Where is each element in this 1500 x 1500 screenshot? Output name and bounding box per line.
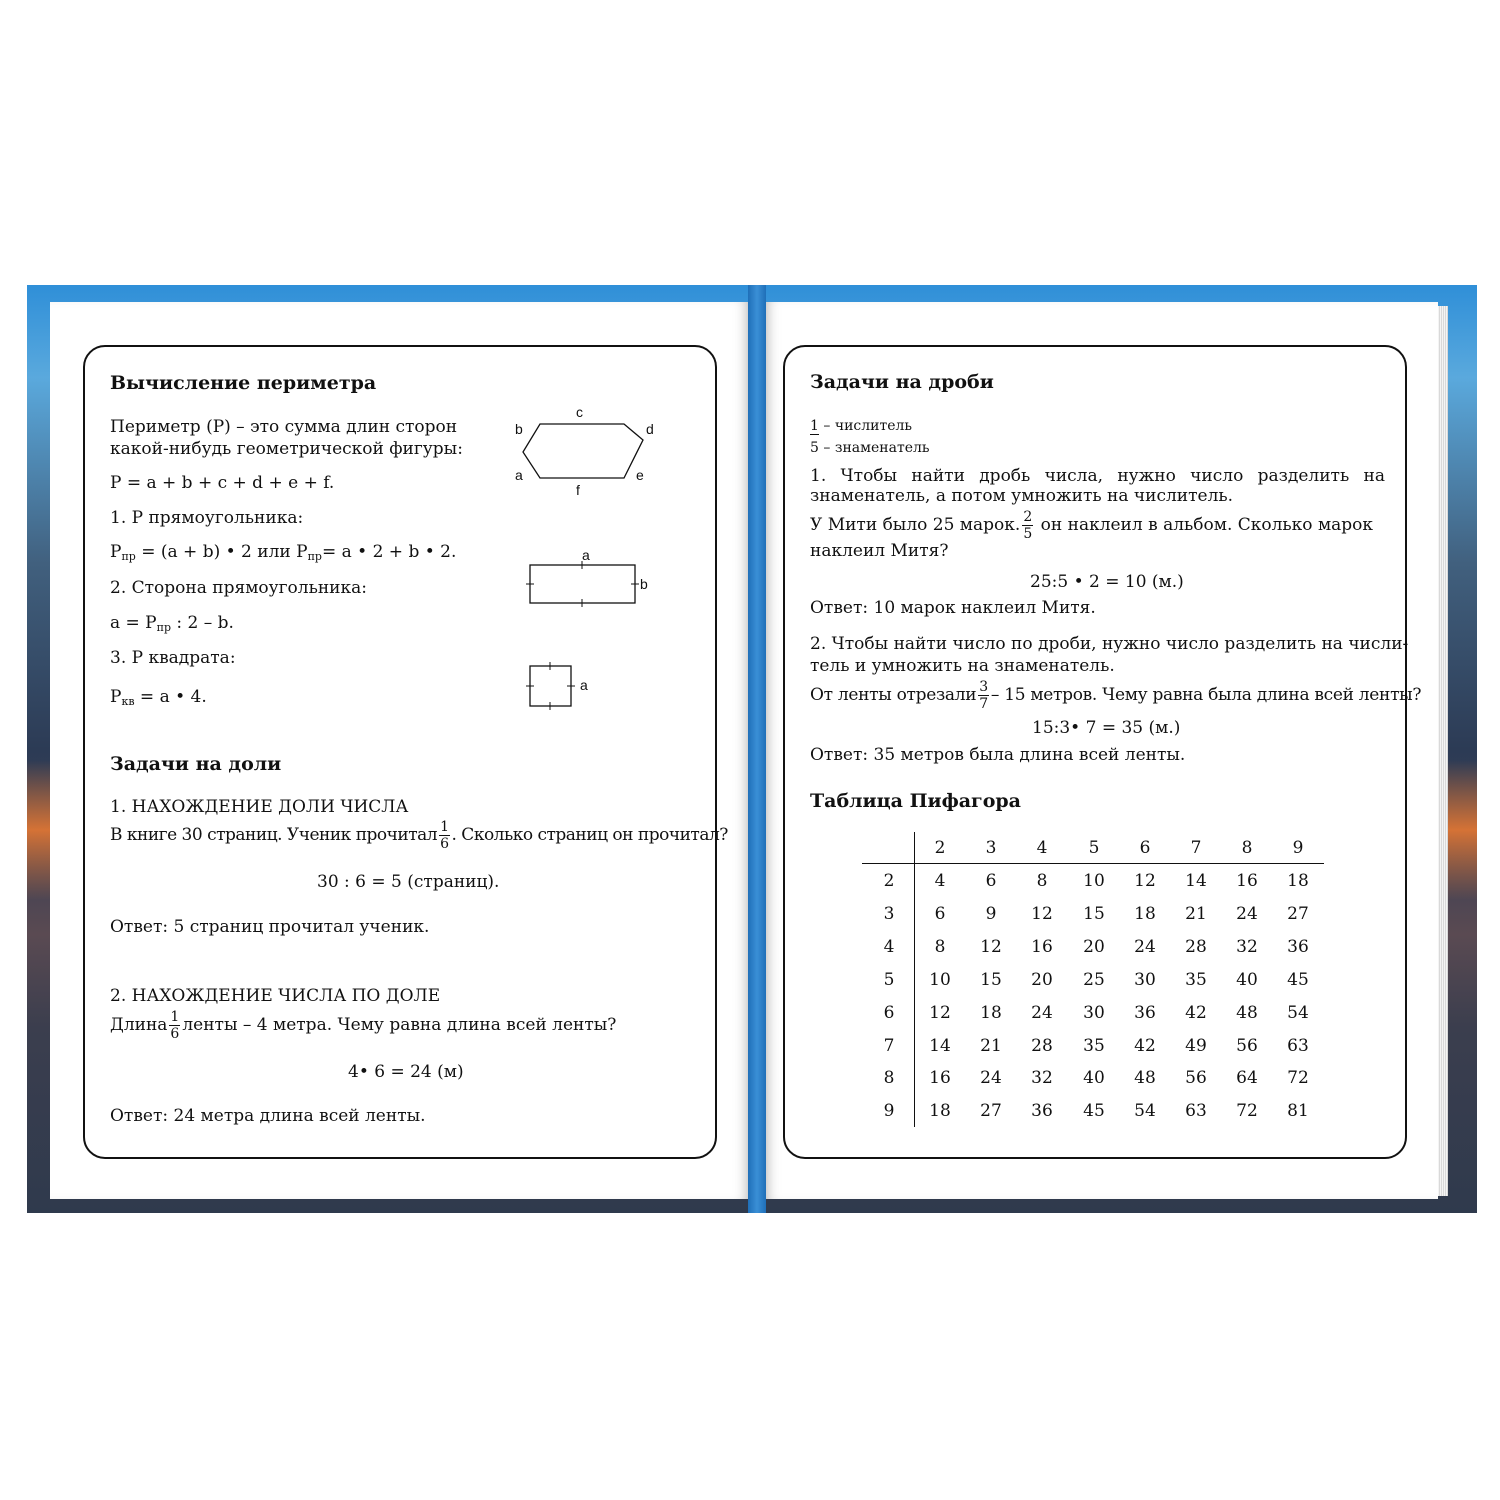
fraction-task2-solution: 15:3• 7 = 35 (м.) (1032, 718, 1181, 738)
fraction-task1-solution: 25:5 • 2 = 10 (м.) (1030, 572, 1184, 592)
pythagoras-cell: 10 (1083, 871, 1105, 891)
hexagon-label-e: e (636, 467, 644, 483)
pythagoras-cell: 72 (1236, 1101, 1258, 1122)
pythagoras-cell: 6 (934, 903, 946, 924)
fraction-task2-answer: Ответ: 35 метров была длина всей ленты. (810, 745, 1186, 765)
fraction-rule-1: 1. Чтобы найти дробь числа, нужно число разделить на знаменатель, а потом умножить на числитель. (810, 466, 1385, 507)
pythagoras-cell: 24 (1134, 936, 1156, 957)
pythagoras-header-cell: 6 (1139, 838, 1151, 858)
pythagoras-cell: 30 (1134, 969, 1156, 990)
pythagoras-cell: 45 (1083, 1101, 1105, 1122)
pythagoras-cell: 28 (1185, 936, 1207, 957)
pythagoras-header-cell: 4 (1036, 838, 1048, 858)
pythagoras-title: Таблица Пифагора (810, 790, 1021, 812)
pythagoras-header-cell: 8 (1241, 838, 1253, 858)
pythagoras-cell: 6 (985, 871, 997, 891)
fractions-title: Задачи на дроби (810, 371, 994, 393)
pythagoras-row-head: 8 (883, 1068, 895, 1089)
pythagoras-cell: 35 (1185, 969, 1207, 990)
pythagoras-cell: 30 (1083, 1002, 1105, 1023)
pythagoras-cell: 27 (980, 1101, 1002, 1122)
pythagoras-cell: 32 (1031, 1068, 1053, 1089)
pythagoras-cell: 12 (929, 1002, 951, 1023)
pythagoras-cell: 16 (1236, 871, 1258, 891)
rectangle-label-a: a (582, 547, 590, 563)
shares-task2-text: Длина $\frac{1}{6}$ ленты – 4 метра. Чему равна длина всей ленты? (110, 1009, 617, 1042)
pythagoras-cell: 10 (929, 969, 951, 990)
pythagoras-cell: 36 (1287, 936, 1309, 957)
pythagoras-cell: 24 (1236, 903, 1258, 924)
pythagoras-row-head: 6 (883, 1002, 895, 1023)
pythagoras-cell: 16 (929, 1068, 951, 1089)
fraction-task-2: От ленты отрезали $\frac{3}{7}$ – 15 метров. Чему равна была длина всей ленты? (810, 679, 1422, 712)
pythagoras-cell: 32 (1236, 936, 1258, 957)
numerator-legend: 1 – числитель (810, 418, 913, 434)
rectangle-label-b: b (640, 576, 648, 592)
pythagoras-cell: 24 (980, 1068, 1002, 1089)
pythagoras-header-cell: 2 (934, 838, 946, 858)
pythagoras-column-rule (914, 832, 915, 1127)
shares-task1-text: В книге 30 страниц. Ученик прочитал $\frac{1}{6}$ . Сколько страниц он прочитал? (110, 819, 728, 852)
rect-perimeter-formula: $P_{пр} = (a + b)$ • 2 или $P_{пр}= a$ • 2 + b • 2. (110, 542, 457, 563)
fraction-one-sixth: $\frac{1}{6}$ (440, 819, 449, 852)
shares-task1-title: 1. НАХОЖДЕНИЕ ДОЛИ ЧИСЛА (110, 797, 409, 817)
pythagoras-cell: 18 (980, 1002, 1002, 1023)
pythagoras-cell: 64 (1236, 1068, 1258, 1089)
pythagoras-cell: 45 (1287, 969, 1309, 990)
hexagon-label-c: c (576, 404, 583, 420)
page-edge (1438, 306, 1448, 1196)
pythagoras-cell: 15 (1083, 903, 1105, 924)
perimeter-definition-line1: Периметр (P) – это сумма длин сторон (110, 417, 458, 437)
pythagoras-row-head: 4 (883, 936, 895, 957)
shares-task2-title: 2. НАХОЖДЕНИЕ ЧИСЛА ПО ДОЛЕ (110, 986, 441, 1006)
pythagoras-cell: 81 (1287, 1101, 1309, 1122)
pythagoras-cell: 24 (1031, 1002, 1053, 1023)
pythagoras-cell: 12 (980, 936, 1002, 957)
pythagoras-header-rule (862, 863, 1324, 864)
book-spine (748, 285, 766, 1213)
cover-glow-right (1447, 760, 1477, 900)
pythagoras-cell: 56 (1236, 1035, 1258, 1056)
pythagoras-cell: 14 (929, 1035, 951, 1056)
pythagoras-cell: 4 (934, 871, 946, 891)
pythagoras-cell: 18 (1134, 903, 1156, 924)
fraction-rule-2-line1: 2. Чтобы найти число по дроби, нужно число разделить на числи- (810, 634, 1409, 654)
pythagoras-cell: 40 (1236, 969, 1258, 990)
pythagoras-cell: 28 (1031, 1035, 1053, 1056)
rect-side-formula: $a = P_{пр}$ : 2 – b. (110, 613, 234, 634)
shares-title: Задачи на доли (110, 753, 282, 775)
hexagon-diagram (500, 400, 670, 500)
pythagoras-cell: 36 (1031, 1101, 1053, 1122)
square-perimeter-heading: 3. P квадрата: (110, 648, 236, 668)
pythagoras-row-head: 3 (883, 903, 895, 924)
square-label-a: a (580, 677, 588, 693)
pythagoras-cell: 16 (1031, 936, 1053, 957)
pythagoras-cell: 63 (1185, 1101, 1207, 1122)
pythagoras-cell: 18 (1287, 871, 1309, 891)
pythagoras-cell: 63 (1287, 1035, 1309, 1056)
square-diagram (522, 660, 582, 712)
pythagoras-cell: 21 (1185, 903, 1207, 924)
hexagon-label-f: f (576, 482, 580, 498)
pythagoras-cell: 40 (1083, 1068, 1105, 1089)
shares-task2-solution: 4• 6 = 24 (м) (348, 1062, 464, 1082)
pythagoras-header-cell: 9 (1292, 838, 1304, 858)
square-perimeter-formula: $P_{кв} = a$ • 4. (110, 687, 207, 708)
fraction-two-fifths: $\frac{2}{5}$ (1023, 509, 1033, 542)
pythagoras-cell: 54 (1287, 1002, 1309, 1023)
rectangle-diagram (520, 560, 650, 610)
perimeter-formula: P = a + b + c + d + e + f. (110, 473, 335, 493)
pythagoras-cell: 42 (1185, 1002, 1207, 1023)
fraction-rule-2-line2: тель и умножить на знаменатель. (810, 656, 1115, 676)
pythagoras-cell: 12 (1134, 871, 1156, 891)
pythagoras-cell: 9 (985, 903, 997, 924)
pythagoras-cell: 36 (1134, 1002, 1156, 1023)
fraction-three-sevenths: $\frac{3}{7}$ (979, 679, 988, 712)
fraction-task1-answer: Ответ: 10 марок наклеил Митя. (810, 598, 1096, 618)
pythagoras-cell: 18 (929, 1101, 951, 1122)
pythagoras-cell: 35 (1083, 1035, 1105, 1056)
pythagoras-row-head: 7 (883, 1035, 895, 1056)
pythagoras-cell: 8 (1036, 871, 1048, 891)
pythagoras-cell: 27 (1287, 903, 1309, 924)
pythagoras-cell: 42 (1134, 1035, 1156, 1056)
fraction-task-1: У Мити было 25 марок. $\frac{2}{5}$ он наклеил в альбом. Сколько марок наклеил Митя? (810, 509, 1374, 561)
pythagoras-cell: 20 (1083, 936, 1105, 957)
pythagoras-cell: 49 (1185, 1035, 1207, 1056)
pythagoras-header-cell: 7 (1190, 838, 1202, 858)
pythagoras-cell: 8 (934, 936, 946, 957)
hexagon-label-d: d (646, 421, 654, 437)
pythagoras-cell: 56 (1185, 1068, 1207, 1089)
rect-perimeter-heading: 1. P прямоугольника: (110, 508, 304, 528)
pythagoras-cell: 72 (1287, 1068, 1309, 1089)
pythagoras-cell: 48 (1236, 1002, 1258, 1023)
rect-side-heading: 2. Сторона прямоугольника: (110, 578, 368, 598)
pythagoras-row-head: 9 (883, 1101, 895, 1122)
hexagon-label-b: b (515, 421, 523, 437)
pythagoras-cell: 25 (1083, 969, 1105, 990)
shares-task1-answer: Ответ: 5 страниц прочитал ученик. (110, 917, 430, 937)
pythagoras-header-cell: 3 (985, 838, 997, 858)
perimeter-definition-line2: какой-нибудь геометрической фигуры: (110, 439, 463, 459)
pythagoras-cell: 12 (1031, 903, 1053, 924)
pythagoras-cell: 21 (980, 1035, 1002, 1056)
denominator-legend: 5 – знаменатель (810, 440, 930, 456)
shares-task2-answer: Ответ: 24 метра длина всей ленты. (110, 1106, 426, 1126)
pythagoras-cell: 14 (1185, 871, 1207, 891)
pythagoras-row-head: 2 (883, 871, 895, 891)
pythagoras-cell: 54 (1134, 1101, 1156, 1122)
pythagoras-cell: 48 (1134, 1068, 1156, 1089)
pythagoras-header-cell: 5 (1088, 838, 1100, 858)
fraction-one-sixth-2: $\frac{1}{6}$ (170, 1009, 180, 1042)
pythagoras-cell: 15 (980, 969, 1002, 990)
pythagoras-row-head: 5 (883, 969, 895, 990)
shares-task1-solution: 30 : 6 = 5 (страниц). (317, 872, 500, 892)
perimeter-title: Вычисление периметра (110, 372, 377, 394)
pythagoras-cell: 20 (1031, 969, 1053, 990)
hexagon-label-a: a (515, 467, 523, 483)
